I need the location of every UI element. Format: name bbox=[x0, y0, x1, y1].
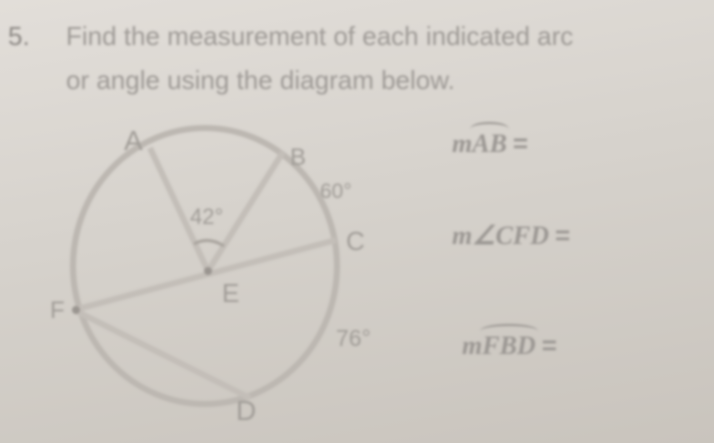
question-angle-CFD-prefix: m∠ bbox=[452, 221, 496, 250]
problem-text-line-1: Find the measurement of each indicated arc bbox=[66, 21, 574, 51]
question-arc-FBD bbox=[462, 330, 557, 361]
question-arc-AB-equals: = bbox=[512, 128, 529, 158]
question-angle-CFD bbox=[452, 220, 570, 251]
label-E: E bbox=[222, 278, 240, 308]
label-arc-CD: 76° bbox=[336, 325, 371, 351]
arc-FBD-name: FBD bbox=[482, 331, 536, 360]
label-F: F bbox=[50, 297, 65, 324]
segment-FC bbox=[74, 240, 336, 310]
problem-text-line-2: or angle using the diagram below. bbox=[66, 65, 455, 95]
question-angle-CFD-equals: = bbox=[555, 220, 571, 250]
problem-number: 5. bbox=[8, 21, 30, 51]
label-arc-BC: 60° bbox=[320, 180, 352, 203]
center-point-E bbox=[204, 267, 212, 275]
point-F-marker bbox=[72, 306, 80, 314]
label-C: C bbox=[346, 226, 365, 256]
label-D: D bbox=[236, 395, 257, 426]
arc-AB-name: AB bbox=[472, 129, 507, 158]
question-arc-FBD-equals: = bbox=[541, 330, 557, 360]
question-arc-AB bbox=[452, 128, 528, 159]
question-arc-FBD-prefix: m bbox=[462, 331, 483, 360]
angle-CFD-name: CFD bbox=[495, 221, 550, 250]
question-arc-AB-prefix: m bbox=[452, 129, 473, 158]
label-A: A bbox=[124, 125, 143, 156]
label-angle-AEB: 42° bbox=[190, 204, 224, 229]
label-B: B bbox=[290, 144, 307, 171]
